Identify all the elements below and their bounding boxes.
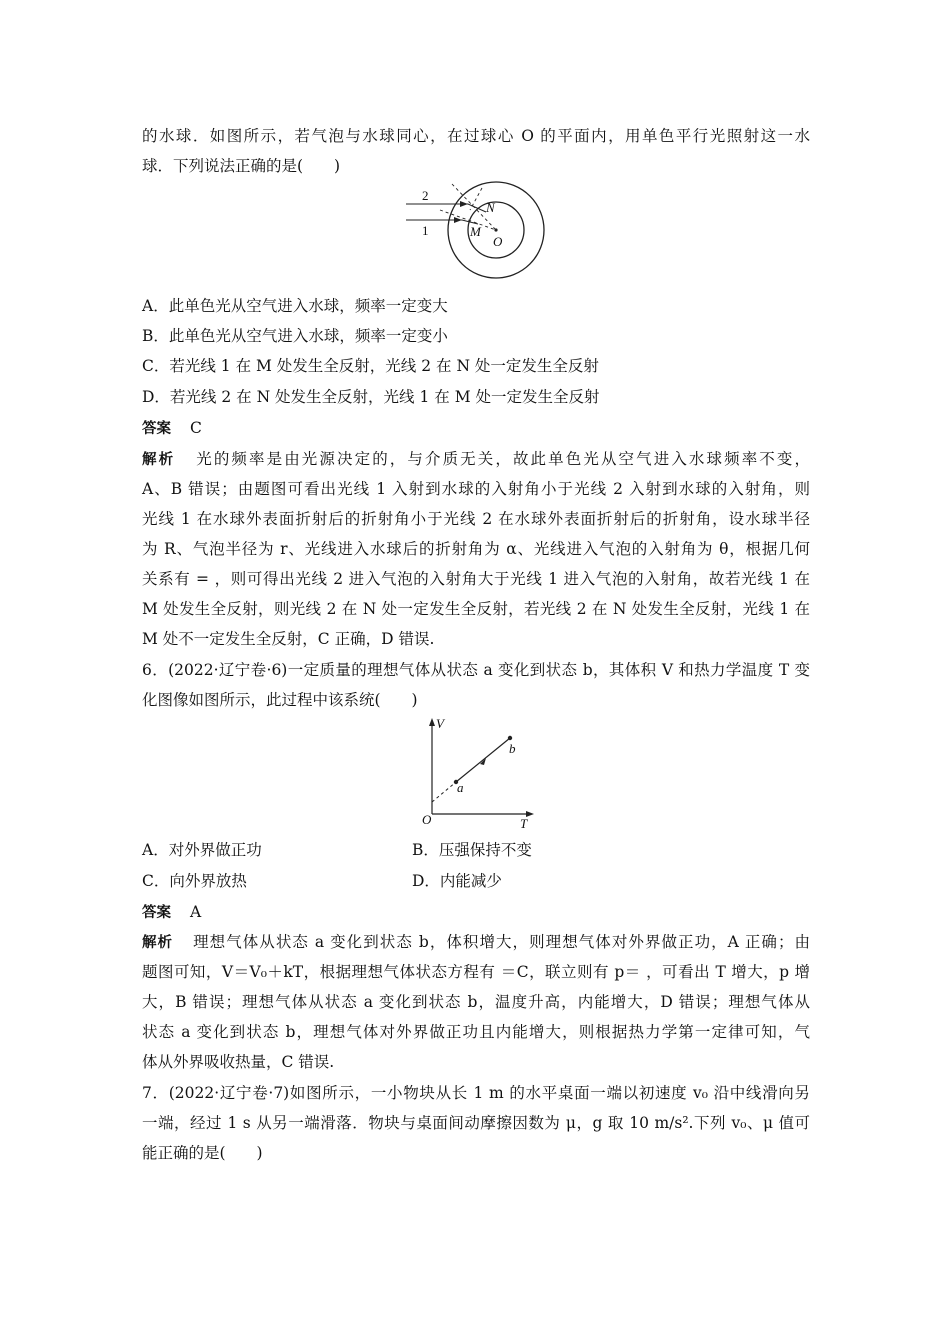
q6-analysis-label: 解析 [142,935,174,951]
label-T: T [520,816,528,828]
q6-option-d: D．内能减少 [412,872,502,890]
q6-analysis-line2: 题图可知，V＝V₀＋kT，根据理想气体状态方程有 ＝C，联立则有 p＝ ，可看出 T 增大，p 增 [142,963,810,981]
q5-analysis-line5: 关系有 = ，则可得出光线 2 进入气泡的入射角大于光线 1 进入气泡的入射角，故若光线 1 在 [142,570,810,588]
q6-analysis-text1: 理想气体从状态 a 变化到状态 b，体积增大，则理想气体对外界做正功，A 正确；由 [193,933,811,951]
q5-analysis-line2: A、B 错误；由题图可看出光线 1 入射到水球的入射角小于光线 2 入射到水球的入射角，则 [142,480,810,498]
q6-option-a: A．对外界做正功 [142,841,262,859]
label-ray-2: 2 [422,188,429,203]
q6-stem-line1: 6．(2022·辽宁卷·6)一定质量的理想气体从状态 a 变化到状态 b，其体积 V 和热力学温度 T 变 [142,661,810,679]
q5-answer-value: C [189,419,202,437]
q7-stem-line3: 能正确的是( ) [142,1144,263,1162]
q6-option-b: B．压强保持不变 [412,841,532,859]
label-ray-1: 1 [422,223,429,238]
extension-dashed [432,782,456,802]
q5-analysis-line3: 光线 1 在水球外表面折射后的折射角小于光线 2 在水球外表面折射后的折射角，设水球半径 [142,510,810,528]
v-axis-arrow [429,718,435,726]
label-b: b [509,741,516,756]
process-line [456,738,510,782]
ray-1-arrow [454,217,462,223]
ray-2-arrow [460,201,468,207]
q5-analysis-line4: 为 R、气泡半径为 r、光线进入水球后的折射角为 α、光线进入气泡的入射角为 θ，根据几何 [142,540,810,558]
water-ball-figure [400,180,550,288]
q6-analysis-line5: 体从外界吸收热量，C 错误. [142,1053,335,1071]
q6-stem-line2: 化图像如图所示，此过程中该系统( ) [142,691,418,709]
q5-analysis-line7: M 处不一定发生全反射，C 正确，D 错误. [142,630,435,648]
q5-option-a: A．此单色光从空气进入水球，频率一定变大 [142,297,448,315]
q5-answer-label: 答案 [142,421,171,437]
label-O: O [493,234,503,249]
center-dot [494,228,497,231]
label-N: N [486,200,495,215]
q5-analysis-label: 解析 [142,452,176,468]
q6-answer-row [142,902,201,923]
q5-option-d: D．若光线 2 在 N 处发生全反射，光线 1 在 M 处一定发生全反射 [142,388,600,406]
q6-answer-value: A [189,903,202,921]
q5-stem-line2: 球．下列说法正确的是( ) [142,157,341,175]
label-a: a [457,780,464,795]
q5-option-b: B．此单色光从空气进入水球，频率一定变小 [142,327,448,345]
q6-analysis-line1 [142,932,810,953]
label-V: V [436,716,444,731]
q5-option-c: C．若光线 1 在 M 处发生全反射，光线 2 在 N 处一定发生全反射 [142,357,599,375]
label-M: M [470,224,481,239]
q5-analysis-line1 [142,449,810,470]
state-b-point [508,736,512,740]
q5-answer-row [142,418,202,439]
label-O: O [422,812,432,827]
q6-answer-label: 答案 [142,905,171,921]
q7-stem-line2: 一端，经过 1 s 从另一端滑落．物块与桌面间动摩擦因数为 μ，g 取 10 m/s².下列 v₀、μ 值可 [142,1114,810,1132]
q5-analysis-line6: M 处发生全反射，则光线 2 在 N 处一定发生全反射，若光线 2 在 N 处发生全反射，光线 1 在 [142,600,810,618]
q5-stem-line1: 的水球．如图所示，若气泡与水球同心，在过球心 O 的平面内，用单色平行光照射这一水 [142,127,810,145]
q6-analysis-line4: 状态 a 变化到状态 b，理想气体对外界做正功且内能增大，则根据热力学第一定律可知，气 [142,1023,810,1041]
q7-stem-line1: 7．(2022·辽宁卷·7)如图所示，一小物块从长 1 m 的水平桌面一端以初速度 v₀ 沿中线滑向另 [142,1084,810,1102]
q6-option-c: C．向外界放热 [142,872,247,890]
q5-analysis-text1: 光的频率是由光源决定的，与介质无关，故此单色光从空气进入水球频率不变， [196,450,810,468]
q6-analysis-line3: 大，B 错误；理想气体从状态 a 变化到状态 b，温度升高，内能增大，D 错误；理想气体从 [142,993,810,1011]
vt-graph-figure [418,716,538,828]
